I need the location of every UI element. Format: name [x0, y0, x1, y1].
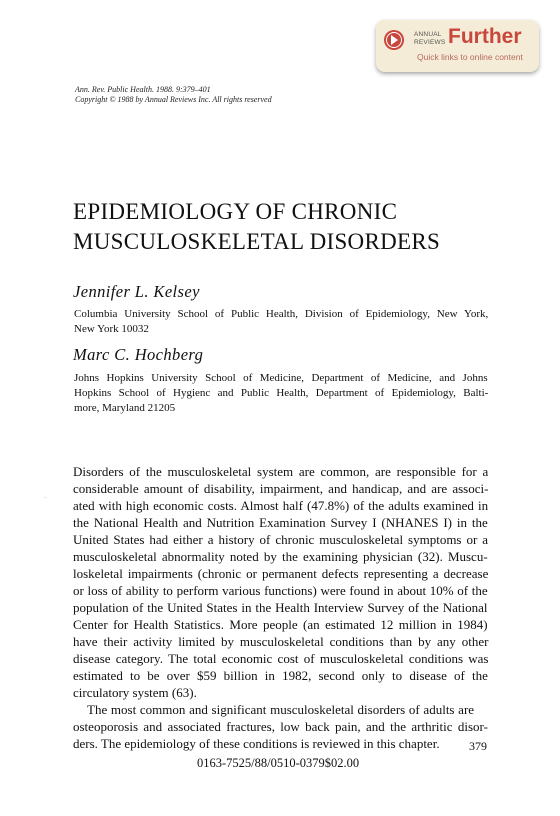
body-line: musculoskeletal abnormality noted by the examining physician (32). Muscu-	[73, 549, 488, 564]
body-line: Center for Health Statistics. More people (an estimated 12 million in 1984)	[73, 617, 488, 632]
affiliation-line: New York 10032	[74, 323, 149, 335]
badge-further-label: Further	[448, 25, 522, 48]
body-line: considerable amount of disability, impairment, and handicap, and are associ-	[73, 481, 489, 496]
body-line: osteoporosis and associated fractures, low back pain, and the arthritic disor-	[73, 719, 488, 734]
affiliation-line: more, Maryland 21205	[74, 402, 176, 414]
body-line: or loss of ability to perform various functions) were found in about 10% of the	[73, 583, 488, 598]
badge-annual-reviews-label	[414, 31, 448, 46]
body-line: The most common and significant musculoskeletal disorders of adults are	[87, 702, 475, 717]
article-title	[73, 197, 503, 257]
body-line: estimated to be over $59 billion in 1982, second only to disease of the	[73, 668, 488, 683]
paragraph-2	[73, 701, 488, 752]
title-line-2: MUSCULOSKELETAL DISORDERS	[73, 229, 441, 254]
annual-reviews-logo-icon	[384, 30, 404, 50]
journal-citation	[75, 85, 272, 105]
body-line: have their activity limited by musculoskeletal conditions than by any other	[73, 634, 489, 649]
author-name-2: Marc C. Hochberg	[73, 345, 204, 364]
affiliation-line: Johns Hopkins University School of Medicine, Department of Medicine, and Johns	[74, 372, 488, 384]
body-line: United States had either a history of chronic musculoskeletal symptoms or a	[73, 532, 489, 547]
author-affiliation-2	[74, 371, 488, 416]
body-line: ated with high economic costs. Almost half (47.8%) of the adults examined in	[73, 498, 489, 513]
further-links-badge[interactable]	[376, 20, 539, 72]
page-number: 379	[469, 739, 487, 753]
article-body	[73, 463, 488, 752]
citation-line-2: Copyright © 1988 by Annual Reviews Inc. All rights reserved	[75, 95, 272, 104]
author-name-1: Jennifer L. Kelsey	[73, 282, 200, 301]
copyright-code: 0163-7525/88/0510-0379$02.00	[197, 756, 360, 770]
body-line: disease category. The total economic cost of musculoskeletal conditions was	[73, 651, 489, 666]
body-line: Disorders of the musculoskeletal system are common, are responsible for a	[73, 464, 489, 479]
badge-annual-text: ANNUAL	[414, 31, 442, 38]
body-line: population of the United States in the Health Interview Survey of the National	[73, 600, 488, 615]
affiliation-line: Hopkins School of Hygienc and Public Health, Department of Epidemiology, Balti-	[74, 387, 489, 399]
body-line: loskeletal impairments (chronic or permanent defects representing a decrease	[73, 566, 489, 581]
paragraph-1	[73, 463, 488, 701]
title-line-1: EPIDEMIOLOGY OF CHRONIC	[73, 199, 398, 224]
body-line: ders. The epidemiology of these conditions is reviewed in this chapter.	[73, 736, 440, 751]
badge-reviews-text: REVIEWS	[414, 38, 446, 46]
body-line: circulatory system (63).	[73, 685, 197, 700]
author-affiliation-1	[74, 307, 488, 337]
stray-mark: ·	[44, 494, 47, 502]
body-line: the National Health and Nutrition Examination Survey I (NHANES I) in the	[73, 515, 488, 530]
affiliation-line: Columbia University School of Public Health, Division of Epidemiology, New York,	[74, 308, 489, 320]
citation-line-1: Ann. Rev. Public Health. 1988. 9:379–401	[75, 85, 211, 94]
badge-subtitle: Quick links to online content	[417, 52, 523, 62]
